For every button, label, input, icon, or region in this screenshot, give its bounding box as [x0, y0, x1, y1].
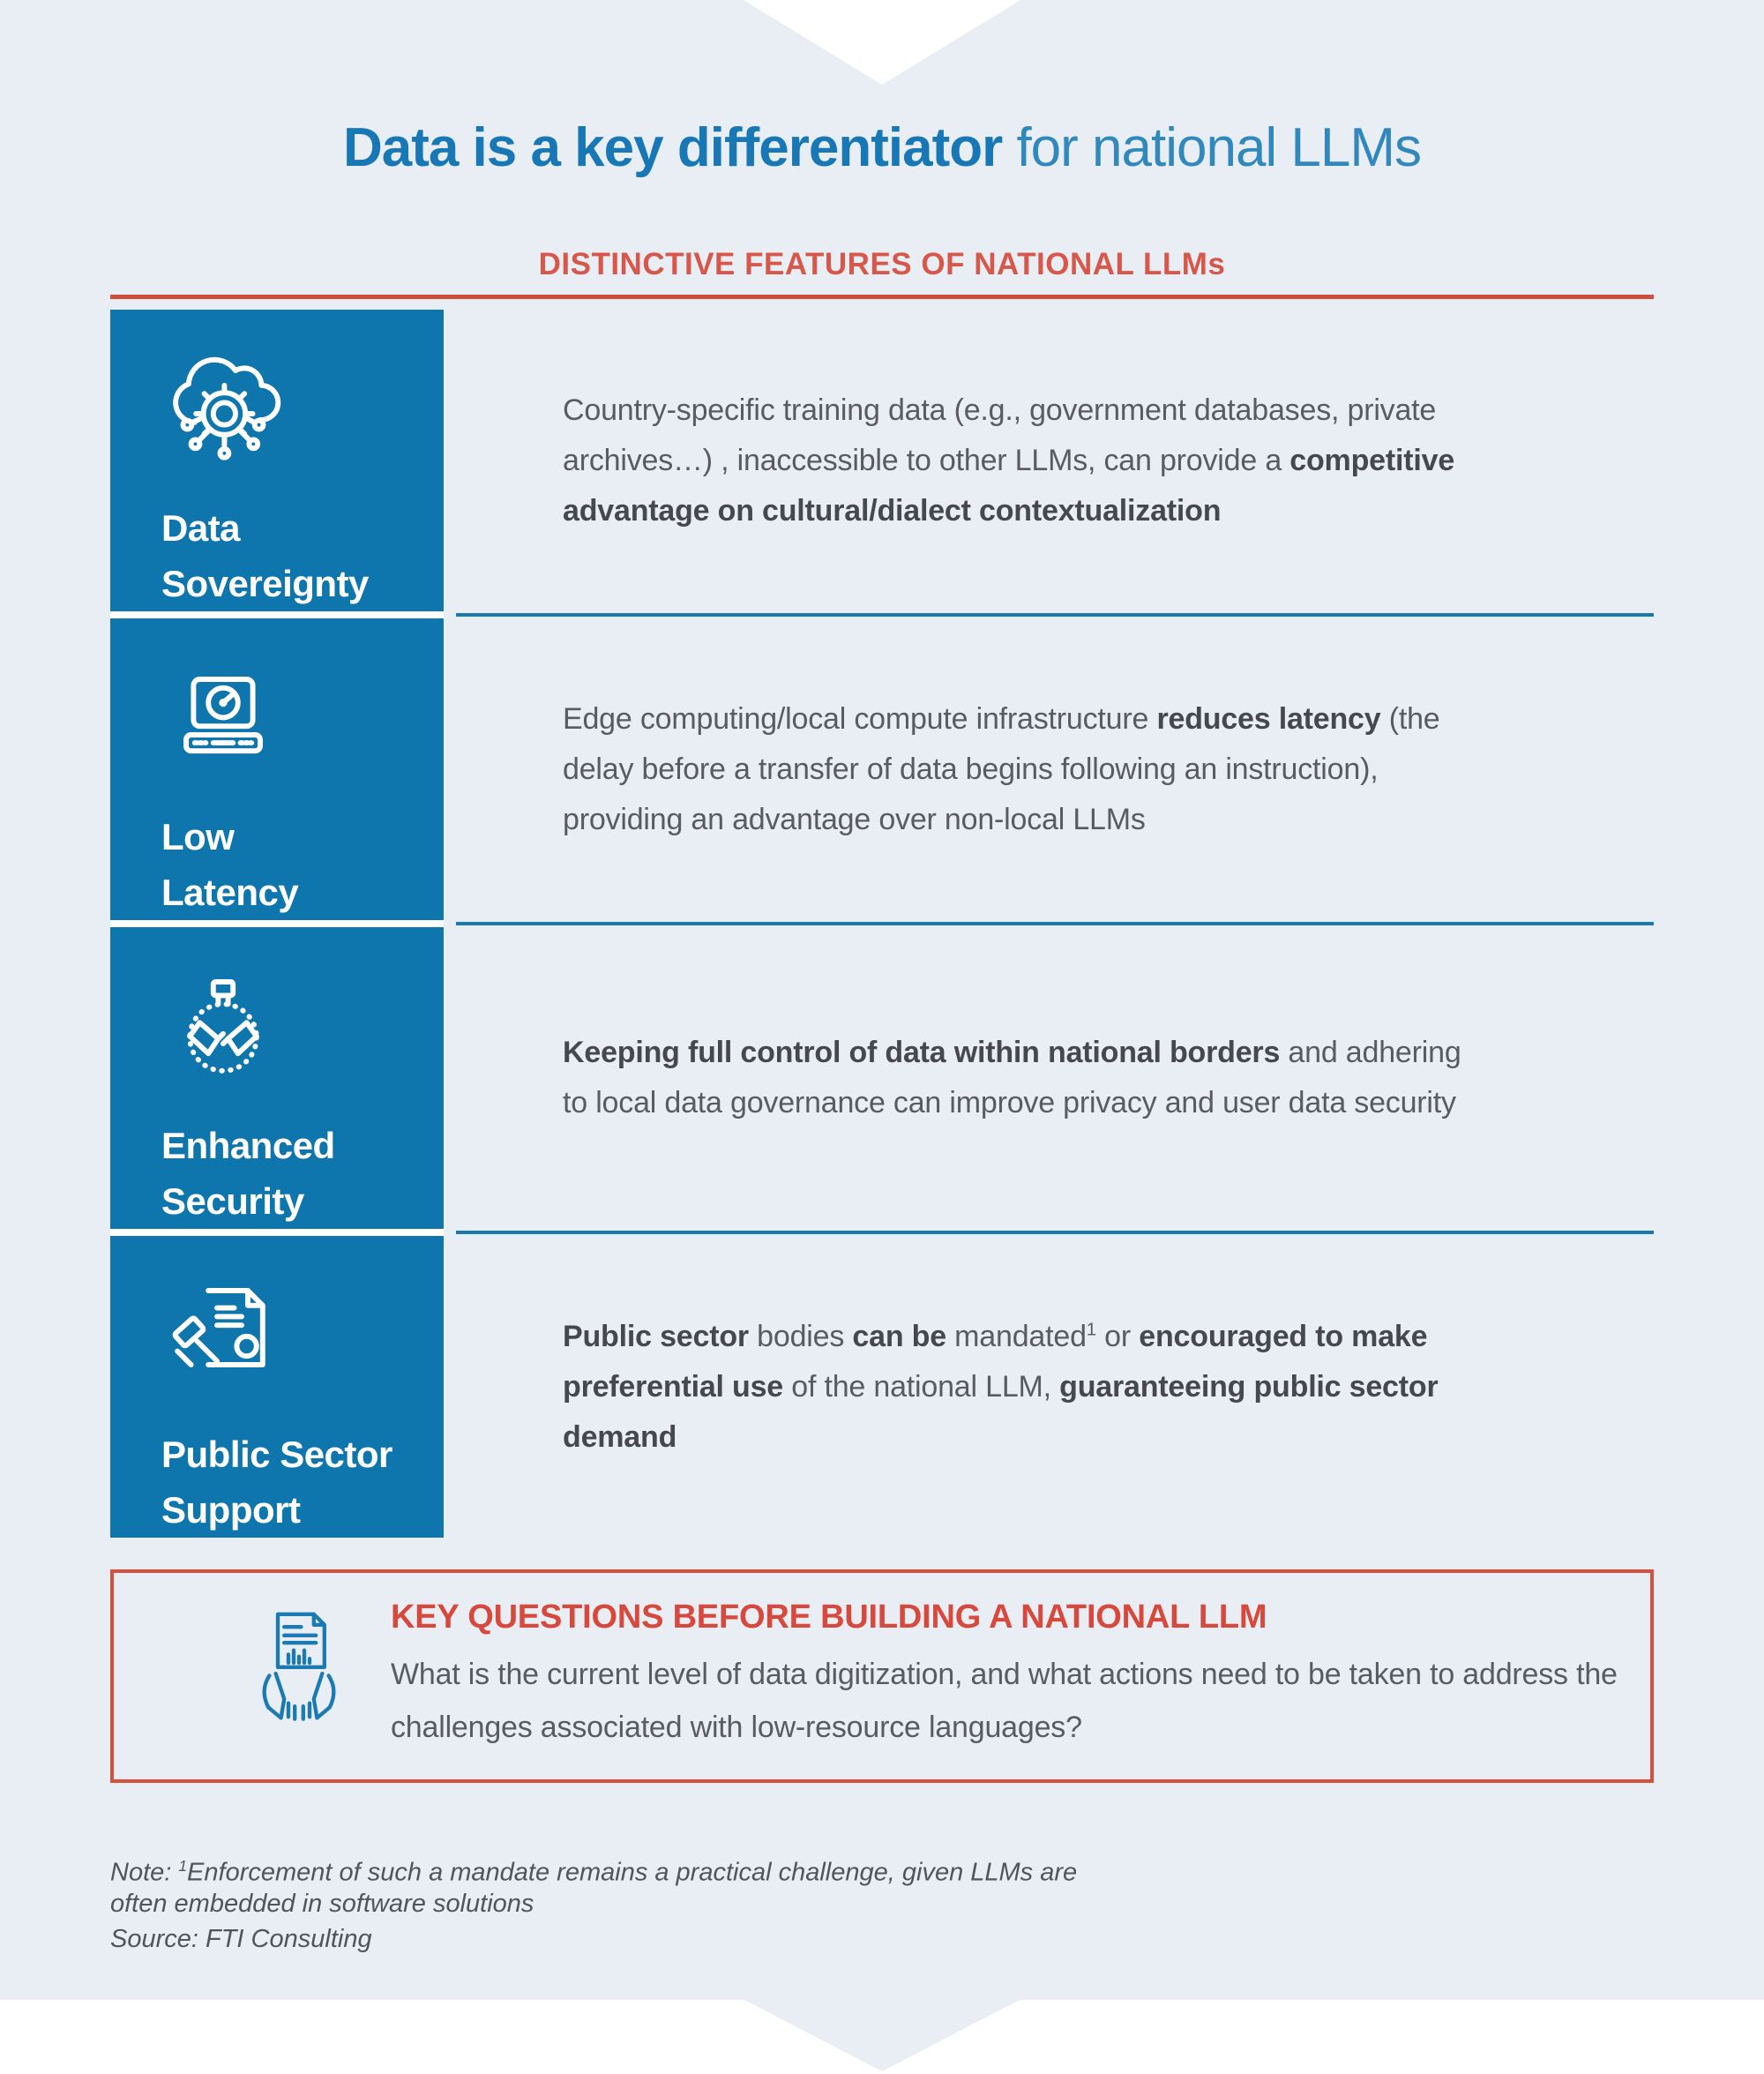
- bottom-chevron: [744, 2000, 1020, 2071]
- section-divider-line: [110, 295, 1654, 299]
- feature-label: Data Sovereignty: [161, 507, 369, 605]
- feature-text-cell: [444, 927, 1654, 1229]
- laptop-speedometer-icon: [161, 661, 421, 784]
- feature-row-public-sector-support: [110, 1236, 1654, 1538]
- feature-text-cell: [444, 618, 1654, 920]
- title-highlight: Data is a key differentiator: [342, 117, 1003, 178]
- feature-text-cell: [444, 1236, 1654, 1538]
- hands-document-icon: [246, 1610, 352, 1742]
- bottom-band: [0, 2000, 1764, 2074]
- key-questions-body: What is the current level of data digitization, and what actions need to be taken to address the challenges associated with low-resource languages?: [391, 1658, 1618, 1744]
- source-text: Source: FTI Consulting: [110, 1924, 372, 1953]
- title-rest: for national LLMs: [1002, 117, 1422, 178]
- feature-row-enhanced-security: [110, 927, 1654, 1229]
- feature-label-cell: [110, 927, 444, 1229]
- gavel-document-icon: [161, 1278, 421, 1402]
- feature-row-data-sovereignty: [110, 310, 1654, 611]
- features-table: [110, 310, 1654, 1538]
- key-questions-heading: KEY QUESTIONS BEFORE BUILDING A NATIONAL LLM: [391, 1599, 1267, 1636]
- feature-label: Public Sector Support: [161, 1434, 392, 1531]
- key-questions-text: [391, 1599, 1643, 1755]
- feature-description: Public sector bodies can be mandated$^1$ or encouraged to make preferential use of the national LLM, guaranteeing public sector demand: [563, 1319, 1439, 1454]
- feature-label-cell: [110, 310, 444, 611]
- feature-label: Enhanced Security: [161, 1125, 335, 1223]
- section-heading: DISTINCTIVE FEATURES OF NATIONAL LLMs: [538, 247, 1226, 282]
- feature-label-cell: [110, 1236, 444, 1538]
- feature-description: Edge computing/local compute infrastructure reduces latency (the delay before a transfer of data begins following an instruction), providing an advantage over non-local LLMs: [563, 701, 1440, 836]
- top-chevron-notch: [744, 0, 1020, 85]
- feature-label: Low Latency: [161, 816, 299, 914]
- feature-label-cell: [110, 618, 444, 920]
- feature-description: Keeping full control of data within national borders and adhering to local data governance can improve privacy and user data security: [563, 1036, 1461, 1120]
- cloud-gear-network-icon: [161, 352, 421, 475]
- note-text: Note: $^1$Enforcement of such a mandate remains a practical challenge, given LLMs are often embedded in software solutions: [110, 1857, 1078, 1919]
- handshake-security-icon: [161, 970, 421, 1093]
- key-questions-box: [110, 1569, 1654, 1783]
- feature-text-cell: [444, 310, 1654, 611]
- feature-row-low-latency: [110, 618, 1654, 920]
- feature-description: Country-specific training data (e.g., government databases, private archives…) , inaccessible to other LLMs, can provide a competitive advantage on cultural/dialect contextualization: [563, 393, 1455, 528]
- footnotes: [110, 1857, 1654, 1955]
